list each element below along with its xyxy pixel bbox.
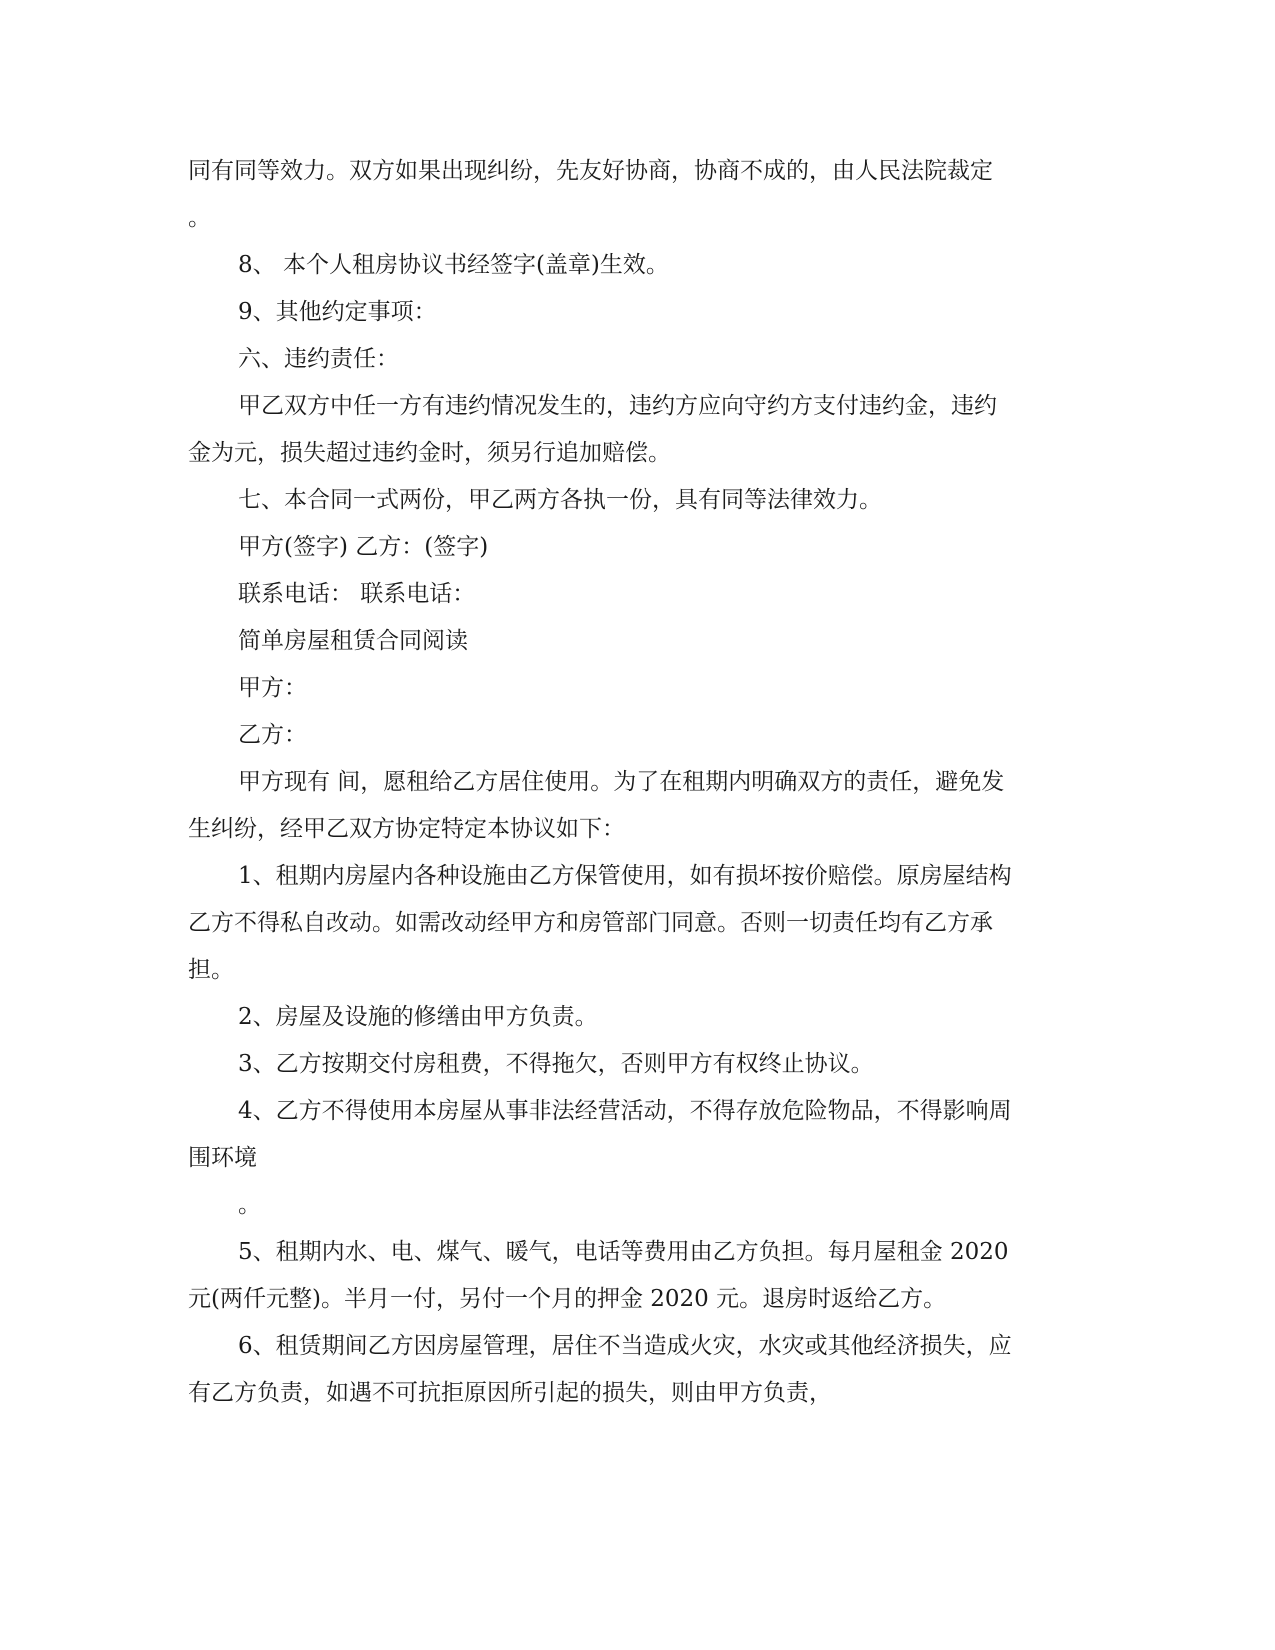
document-line: 围环境	[188, 1145, 257, 1171]
document-line: 有乙方负责，如遇不可抗拒原因所引起的损失，则由甲方负责，	[188, 1380, 832, 1406]
document-line: 9、其他约定事项：	[238, 299, 437, 325]
document-page	[188, 148, 1088, 1417]
document-line: 元(两仟元整)。半月一付，另付一个月的押金 2020 元。退房时返给乙方。	[188, 1286, 947, 1312]
document-line: 担。	[188, 957, 234, 983]
document-line: 3、乙方按期交付房租费，不得拖欠，否则甲方有权终止协议。	[238, 1051, 874, 1077]
document-line: 2、房屋及设施的修缮由甲方负责。	[238, 1004, 598, 1030]
document-line: 4、乙方不得使用本房屋从事非法经营活动，不得存放危险物品，不得影响周	[238, 1098, 1012, 1124]
document-line: 甲方：	[238, 675, 307, 701]
document-line: 七、本合同一式两份，甲乙两方各执一份，具有同等法律效力。	[238, 487, 882, 513]
document-line: 乙方：	[238, 722, 307, 748]
document-line: 同有同等效力。双方如果出现纠纷，先友好协商，协商不成的，由人民法院裁定	[188, 158, 993, 184]
document-line: 金为元，损失超过违约金时，须另行追加赔偿。	[188, 440, 671, 466]
document-line: 六、违约责任：	[238, 346, 399, 372]
document-line: 6、租赁期间乙方因房屋管理，居住不当造成火灾，水灾或其他经济损失，应	[238, 1333, 1012, 1359]
document-line: 5、租期内水、电、煤气、暖气，电话等费用由乙方负担。每月屋租金 2020	[238, 1239, 1009, 1265]
document-line: 生纠纷，经甲乙双方协定特定本协议如下：	[188, 816, 625, 842]
document-line: 。	[238, 1192, 261, 1218]
document-line: 甲乙双方中任一方有违约情况发生的，违约方应向守约方支付违约金，违约	[238, 393, 997, 419]
document-line: 甲方(签字) 乙方：(签字)	[238, 534, 489, 560]
document-line: 乙方不得私自改动。如需改动经甲方和房管部门同意。否则一切责任均有乙方承	[188, 910, 993, 936]
document-line: 简单房屋租赁合同阅读	[238, 628, 468, 654]
document-line: 8、 本个人租房协议书经签字(盖章)生效。	[238, 252, 669, 278]
document-line: 联系电话： 联系电话：	[238, 581, 476, 607]
document-line: 。	[188, 205, 211, 231]
document-line: 甲方现有 间，愿租给乙方居住使用。为了在租期内明确双方的责任，避免发	[238, 769, 1005, 795]
document-line: 1、租期内房屋内各种设施由乙方保管使用，如有损坏按价赔偿。原房屋结构	[238, 863, 1012, 889]
